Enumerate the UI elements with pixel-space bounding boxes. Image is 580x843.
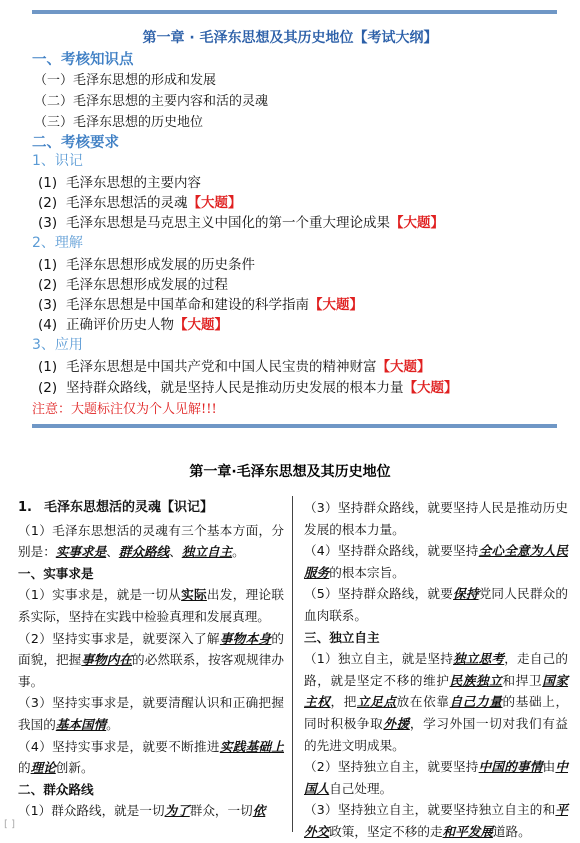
requirement-item: (2) 毛泽东思想活的灵魂【大题】 — [38, 195, 242, 211]
paragraph: （2）坚持实事求是，就要深入了解事物本身的面貌，把握事物内在的必然联系，按客观规律办事。 — [18, 630, 285, 689]
notes-right-column — [304, 497, 568, 843]
paragraph: （1）群众路线，就是一切为了群众，一切依 — [18, 803, 266, 819]
section-heading-duliziz hu: 三、独立自主 — [304, 629, 380, 645]
paragraph: （1）实事求是，就是一切从实际出发，理论联系实际，坚持在实践中检验真理和发展真理。 — [18, 587, 285, 624]
item-heading: 1. 毛泽东思想活的灵魂【识记】 — [18, 500, 214, 515]
paragraph: （4）坚持群众路线，就要坚持全心全意为人民服务的根本宗旨。 — [304, 543, 568, 580]
section-heading-qunzhongluxian: 二、群众路线 — [18, 781, 94, 797]
syllabus-title: 第一章 · 毛泽东思想及其历史地位【考试大纲】 — [142, 30, 438, 46]
group-understand-label: 2、理解 — [32, 235, 83, 251]
section1-heading: 一、考核知识点 — [32, 52, 134, 68]
requirement-item: (1) 毛泽东思想形成发展的历史条件 — [38, 257, 255, 273]
notes-title: 第一章·毛泽东思想及其历史地位 — [189, 464, 391, 480]
section2-heading: 二、考核要求 — [32, 135, 119, 151]
requirement-item: (2) 坚持群众路线，就是坚持人民是推动历史发展的根本力量【大题】 — [38, 380, 458, 396]
requirement-item: (1) 毛泽东思想的主要内容 — [38, 175, 201, 191]
knowledge-item-2: （二）毛泽东思想的主要内容和活的灵魂 — [34, 94, 269, 109]
paragraph: （3）坚持实事求是，就要清醒认识和正确把握我国的基本国情。 — [18, 695, 284, 732]
paragraph: （2）坚持独立自主，就要坚持中国的事情由中国人自己处理。 — [304, 759, 569, 796]
paragraph: （3）坚持群众路线，就要坚持人民是推动历史发展的根本力量。 — [304, 500, 568, 537]
paragraph: （5）坚持群众路线，就要保持党同人民群众的血肉联系。 — [304, 586, 569, 623]
knowledge-item-1: （一）毛泽东思想的形成和发展 — [34, 73, 217, 88]
group-apply-label: 3、应用 — [32, 337, 83, 353]
requirement-item: (3) 毛泽东思想是中国革命和建设的科学指南【大题】 — [38, 297, 363, 313]
paragraph: （4）坚持实事求是，就要不断推进实践基础上的理论创新。 — [18, 738, 285, 776]
paragraph: （3）坚持独立自主，就要坚持独立自主的和平外交政策，坚定不移的走和平发展道路。 — [304, 802, 568, 839]
notes-left-column — [18, 497, 284, 822]
column-divider — [292, 496, 293, 832]
paragraph: （1）独立自主，就是坚持独立思考，走自己的路，就是坚定不移的维护民族独立和捍卫国家主权，把立足点放在依靠自己力量的基础上，同时积极争取外援，学习外国一切对我们有益的先进文明成果。 — [304, 651, 569, 753]
knowledge-item-3: （三）毛泽东思想的历史地位 — [34, 115, 204, 130]
intro-paragraph: （1）毛泽东思想活的灵魂有三个基本方面，分别是：实事求是、群众路线、独立自主。 — [18, 522, 284, 560]
requirement-item: (3) 毛泽东思想是马克思主义中国化的第一个重大理论成果【大题】 — [38, 215, 444, 231]
disclaimer-note: 注意：大题标注仅为个人见解!!! — [32, 402, 217, 417]
requirement-item: (4) 正确评价历史人物【大题】 — [38, 317, 228, 333]
watermark: [ ] — [4, 819, 15, 830]
requirement-item: (1) 毛泽东思想是中国共产党和中国人民宝贵的精神财富【大题】 — [38, 359, 431, 375]
bottom-rule — [32, 424, 557, 428]
requirement-item: (2) 毛泽东思想形成发展的过程 — [38, 277, 228, 293]
group-recall-label: 1、识记 — [32, 153, 83, 169]
section-heading-shishiqiushi: 一、实事求是 — [18, 565, 94, 581]
top-rule — [32, 10, 557, 14]
